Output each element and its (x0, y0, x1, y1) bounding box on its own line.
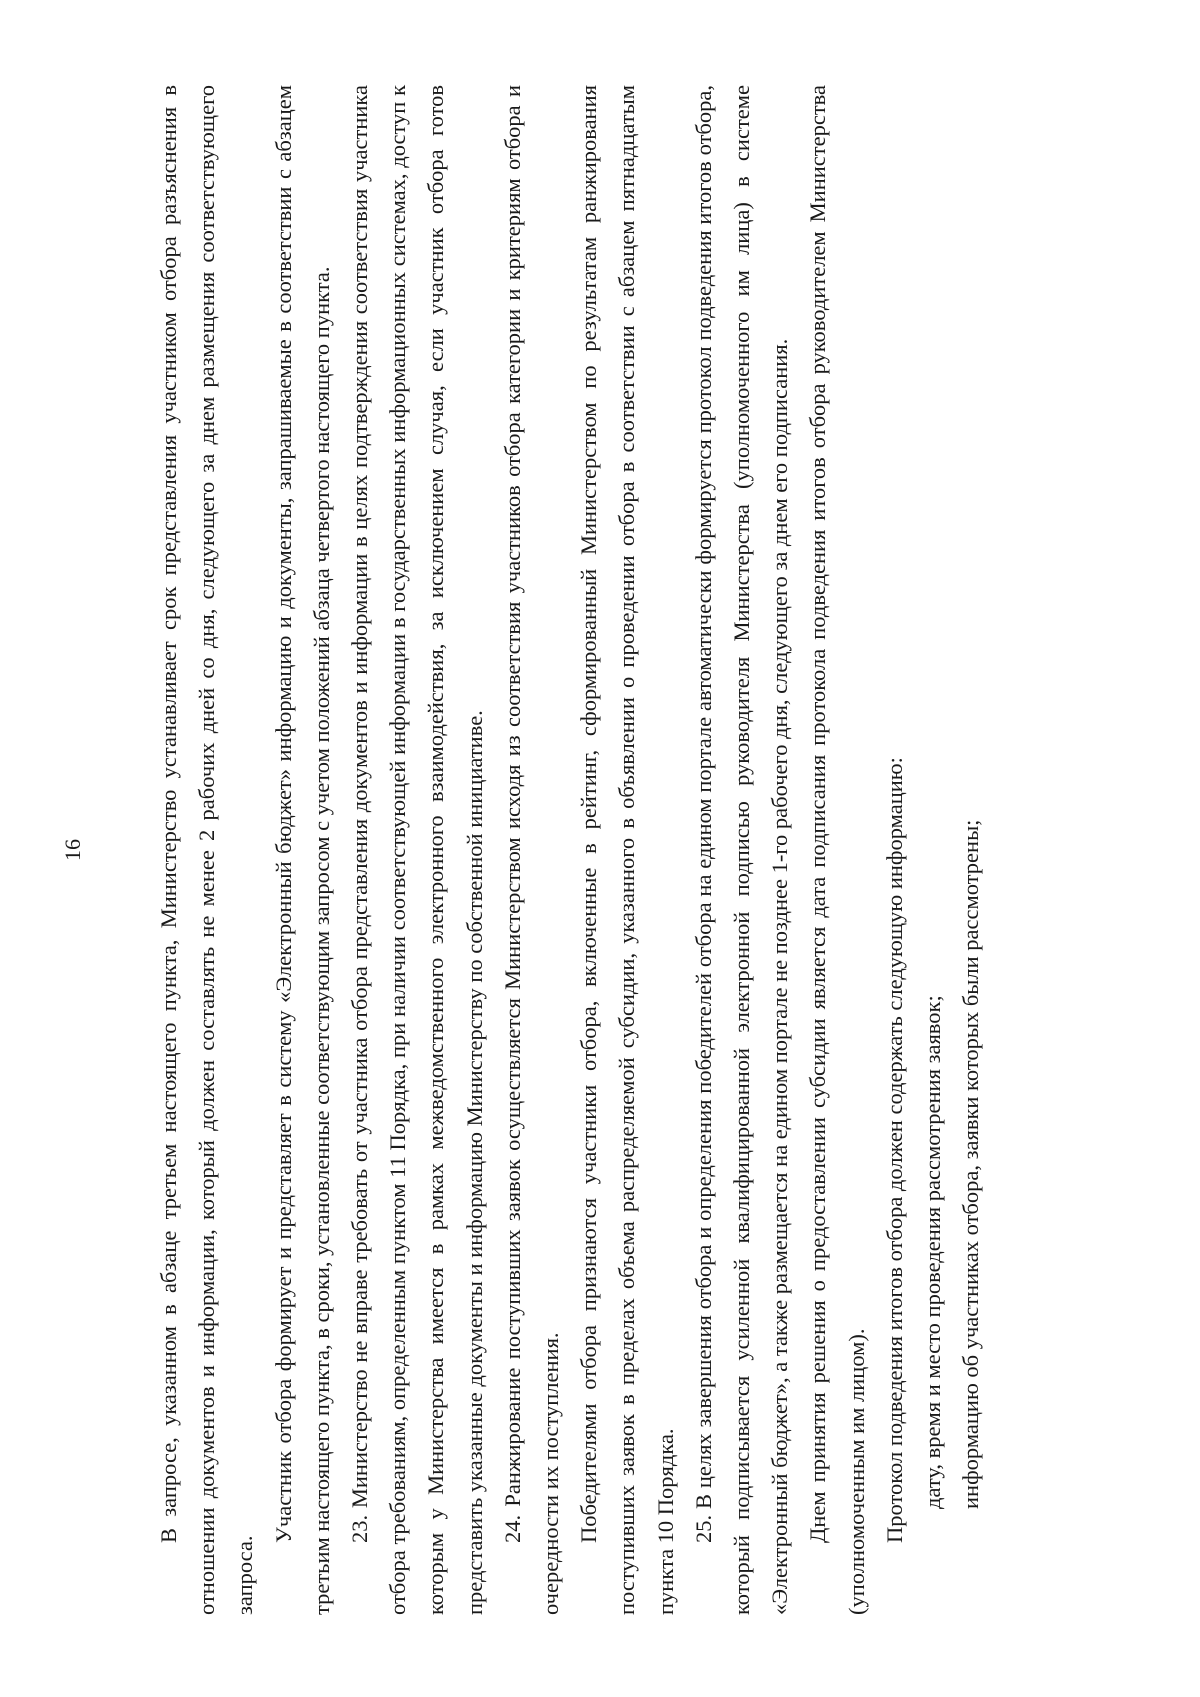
list-item: информацию об участниках отбора, заявки которых были рассмотрены; (958, 819, 984, 1509)
page-number: 16 (60, 839, 85, 861)
paragraph-23: 23. Министерство не вправе требовать от участника отбора представления документов и информации в целях подтверждения соответствия участника отбора требованиям, определенным пунктом 11 Порядка, при наличии соответствующей информации в государственных информационных системах, доступ к которым у Министерства имеется в рамках межведомственного электронного взаимодействия, за исключением случая, если участник отбора готов представить указанные документы и информацию Министерству по собственной инициативе. (347, 85, 487, 1615)
paragraph-decision-date: Днем принятия решения о предоставлении субсидии является дата подписания протокола подведения итогов отбора руководителем Министерства (уполномоченным им лицом). (805, 85, 869, 1615)
paragraph-participant-submits: Участник отбора формирует и представляет в систему «Электронный бюджет» информацию и документы, запрашиваемые в соответствии с абзацем третьим настоящего пункта, в сроки, установленные соответствующим запросом с учетом положений абзаца четвертого настоящего пункта. (270, 85, 334, 1615)
rotated-text-block (60, 85, 990, 1615)
list-item: дату, время и место проведения рассмотрения заявок; (920, 995, 946, 1509)
paragraph-request-deadline: В запросе, указанном в абзаце третьем настоящего пункта, Министерство устанавливает срок представления участником отбора разъяснения в отношении документов и информации, который должен составлять не менее 2 рабочих дней со дня, следующего за днем размещения соответствующего запроса. (156, 85, 258, 1615)
paragraph-25: 25. В целях завершения отбора и определения победителей отбора на едином портале автоматически формируется протокол подведения итогов отбора, который подписывается усиленной квалифицированной электронной подписью руководителя Министерства (уполномоченного им лица) в системе «Электронный бюджет», а также размещается на едином портале не позднее 1-го рабочего дня, следующего за днем его подписания. (690, 85, 793, 1615)
paragraph-winners: Победителями отбора признаются участники отбора, включенные в рейтинг, сформированный Министерством по результатам ранжирования поступивших заявок в пределах объема распределяемой субсидии, указанного в объявлении о проведении отбора в соответствии с абзацем пятнадцатым пункта 10 Порядка. (576, 85, 678, 1615)
paragraph-protocol-contents: Протокол подведения итогов отбора должен содержать следующую информацию: (881, 757, 907, 1543)
paragraph-24: 24. Ранжирование поступивших заявок осуществляется Министерством исходя из соответствия участников отбора категории и критериям отбора и очередности их поступления. (499, 85, 564, 1615)
